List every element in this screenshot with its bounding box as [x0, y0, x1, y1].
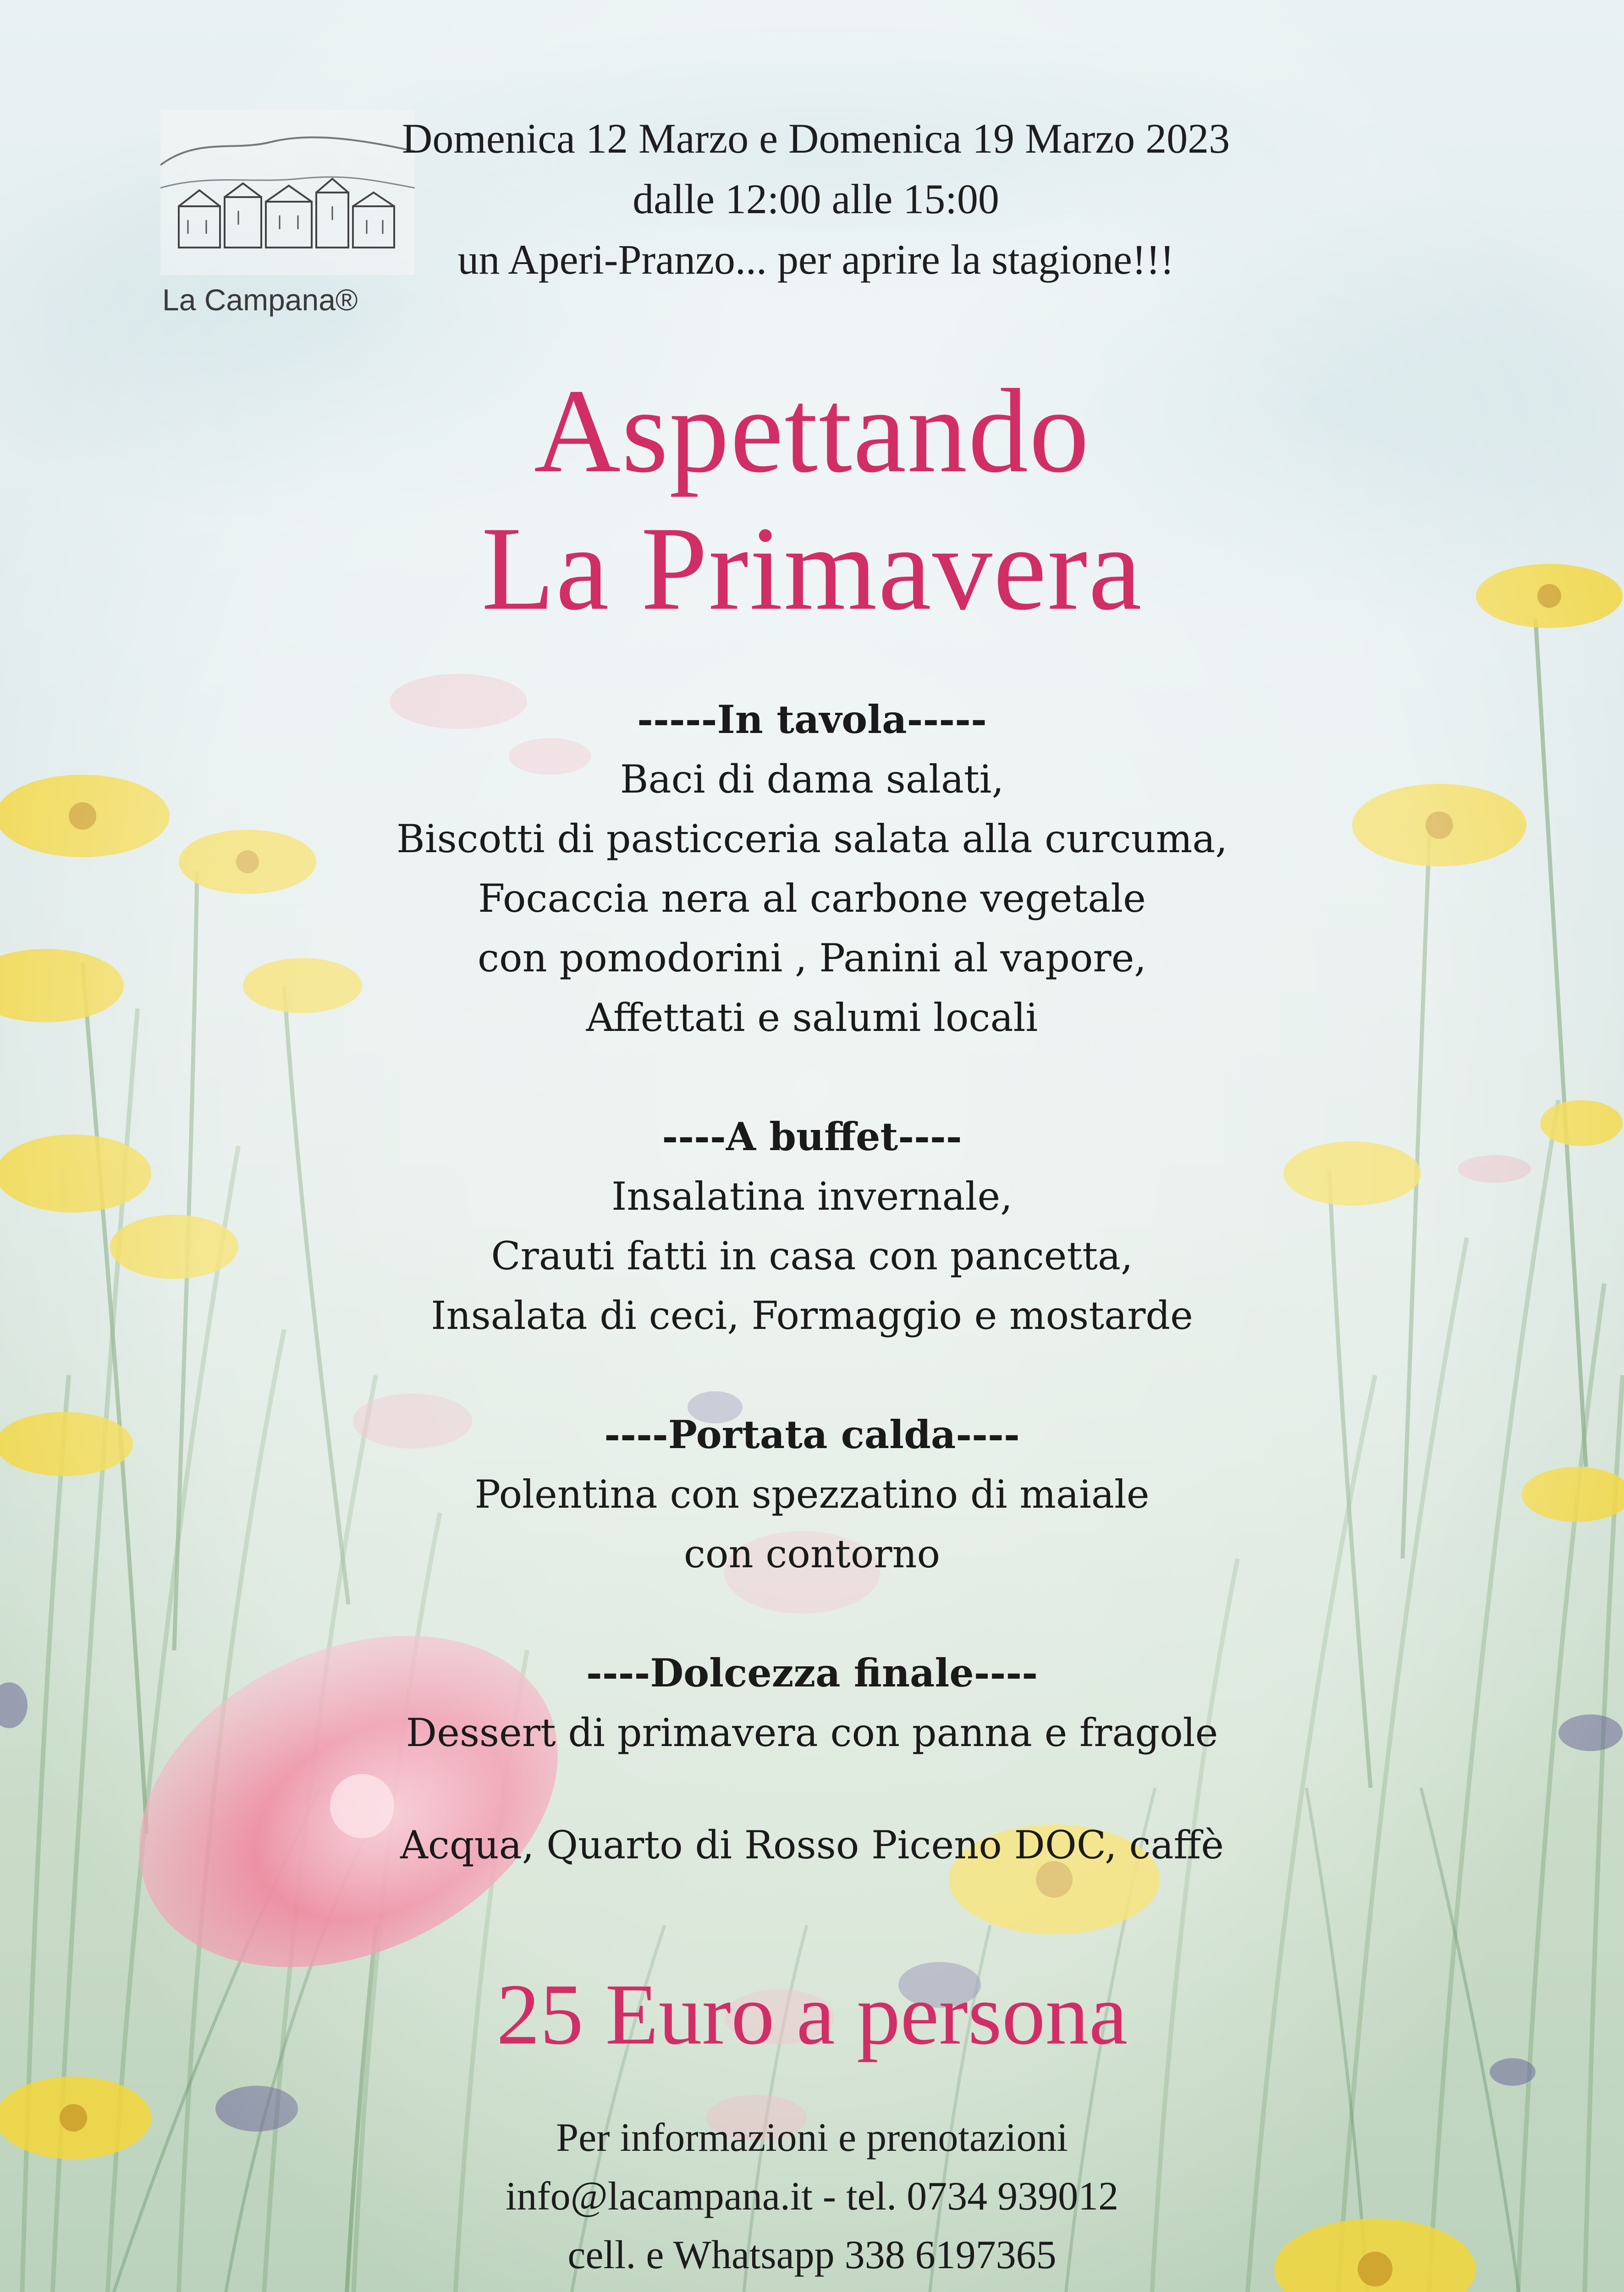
- menu-section-dolcezza-finale: [0, 1643, 1624, 1763]
- menu-item: Biscotti di pasticceria salata alla curcuma,: [396, 816, 1228, 861]
- menu-item: Insalata di ceci, Formaggio e mostarde: [431, 1293, 1193, 1338]
- menu-section-portata-calda: [0, 1405, 1624, 1584]
- menu-item: Polentina con spezzatino di maiale: [474, 1472, 1150, 1517]
- menu-item: Baci di dama salati,: [620, 757, 1004, 802]
- section-heading: -----In tavola-----: [637, 697, 987, 742]
- title-line-2: La Primavera: [481, 502, 1143, 635]
- contact-mobile-whatsapp[interactable]: cell. e Whatsapp 338 6197365: [567, 2233, 1057, 2277]
- menu-item: Affettati e salumi locali: [586, 995, 1038, 1040]
- menu-item: Crauti fatti in casa con pancetta,: [491, 1234, 1133, 1278]
- menu-item: Insalatina invernale,: [611, 1174, 1013, 1219]
- contact-email-phone[interactable]: info@lacampana.it - tel. 0734 939012: [505, 2174, 1119, 2219]
- page-title: [0, 362, 1624, 637]
- menu-item: con pomodorini , Panini al vapore,: [478, 936, 1146, 981]
- event-header: [275, 108, 1357, 290]
- menu-item: Dessert di primavera con panna e fragole: [406, 1710, 1218, 1755]
- drinks-line: Acqua, Quarto di Rosso Piceno DOC, caffè: [400, 1823, 1224, 1868]
- price-per-person: 25 Euro a persona: [496, 1967, 1128, 2063]
- menu-item: con contorno: [683, 1532, 941, 1576]
- contact-info: [0, 2109, 1624, 2285]
- menu-section-in-tavola: [0, 690, 1624, 1047]
- logo-name: La Campana: [162, 283, 336, 317]
- contact-intro: Per informazioni e prenotazioni: [556, 2116, 1068, 2160]
- section-heading: ----Portata calda----: [604, 1412, 1020, 1457]
- event-time: dalle 12:00 alle 15:00: [633, 176, 999, 222]
- menu: [0, 690, 1624, 1822]
- title-line-1: Aspettando: [534, 364, 1090, 497]
- registered-mark: ®: [335, 283, 358, 317]
- section-heading: ----Dolcezza finale----: [586, 1650, 1038, 1696]
- menu-section-a-buffet: [0, 1107, 1624, 1345]
- section-heading: ----A buffet----: [662, 1114, 962, 1159]
- menu-item: Focaccia nera al carbone vegetale: [478, 876, 1146, 921]
- event-tagline: un Aperi-Pranzo... per aprire la stagione!!!: [457, 236, 1174, 283]
- event-dates: Domenica 12 Marzo e Domenica 19 Marzo 2023: [402, 115, 1230, 162]
